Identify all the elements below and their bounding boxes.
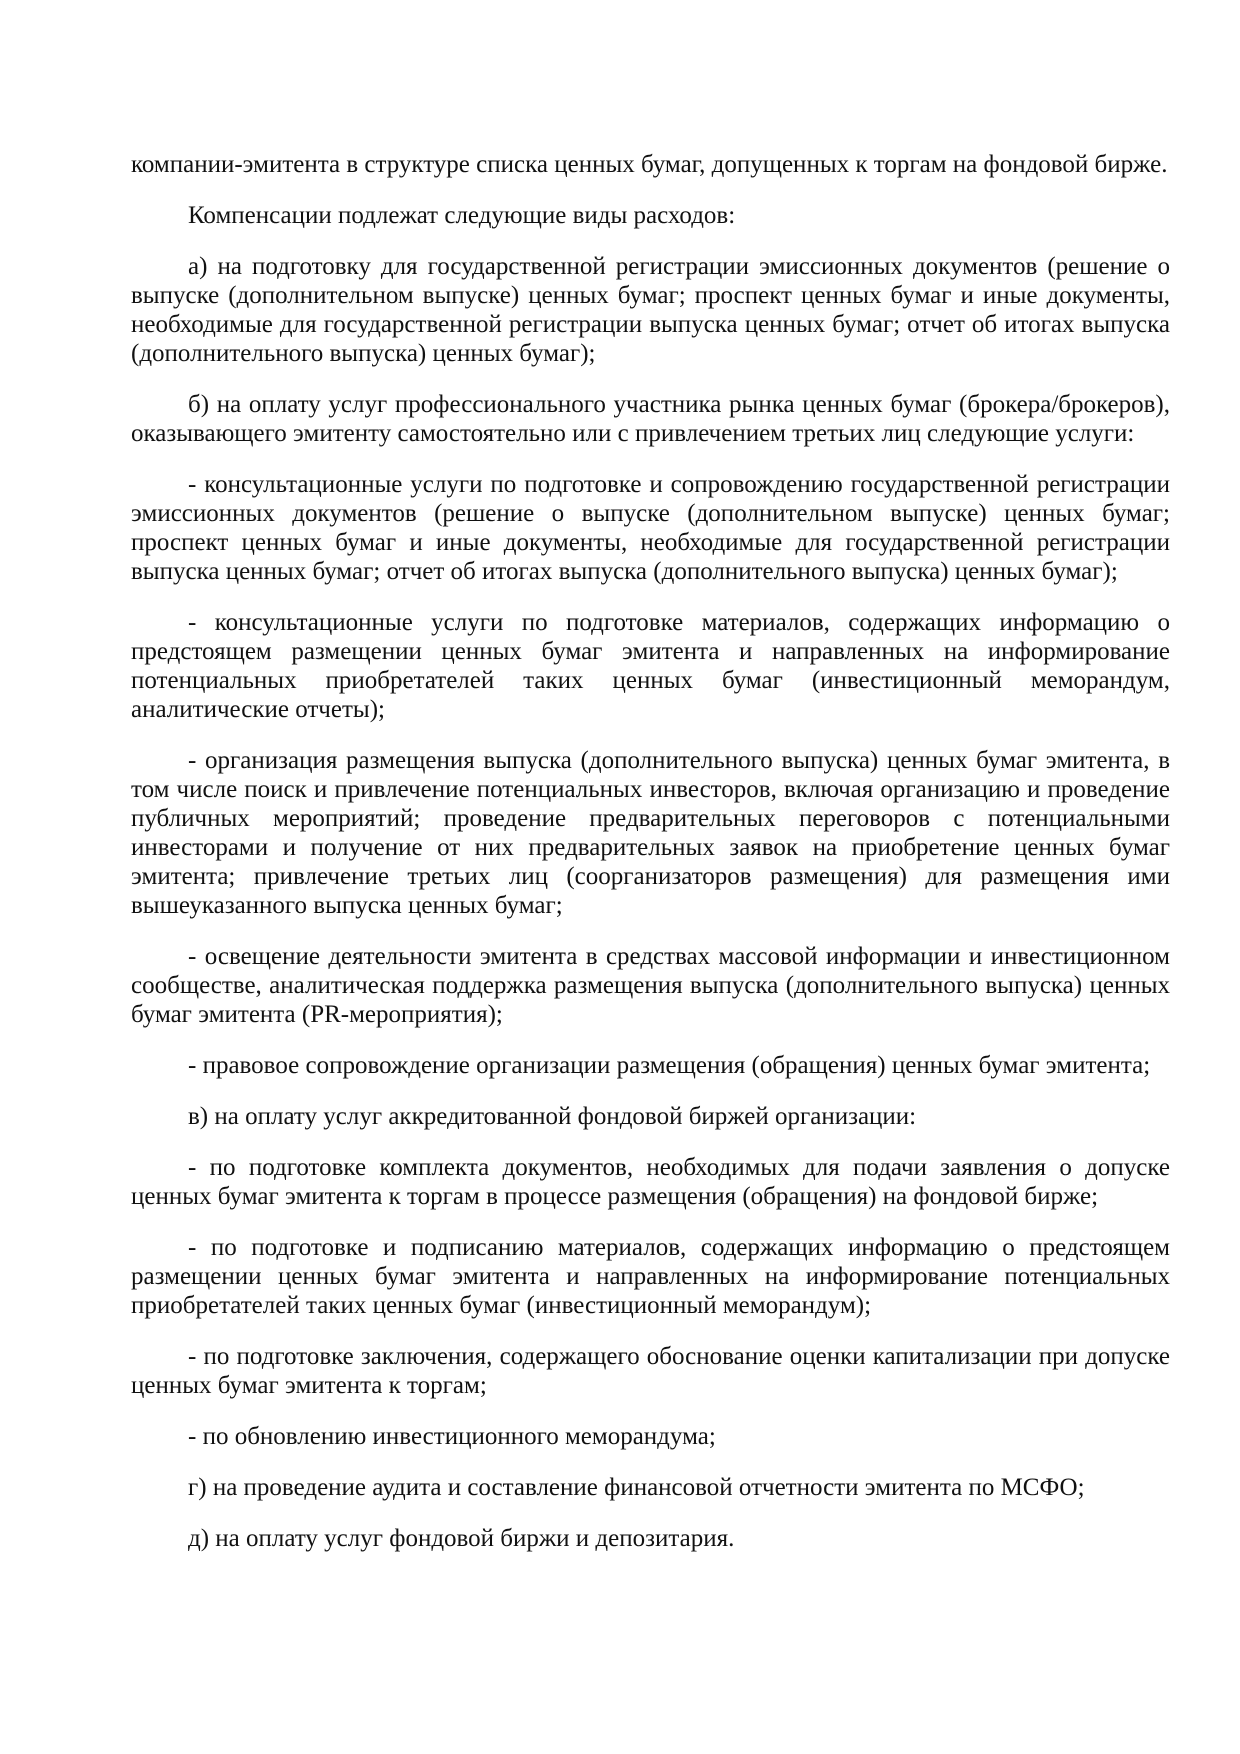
paragraph-b-sub-5: - правовое сопровождение организации размещения (обращения) ценных бумаг эмитента; <box>188 1052 1151 1079</box>
paragraph-b-sub-4: - освещение деятельности эмитента в средствах массовой информации и инвестиционном сообществе, аналитическая поддержка размещения выпуска (дополнительного выпуска) ценных бумаг эмитента (PR-мероприятия); <box>131 943 1170 1028</box>
paragraph-b-sub-3: - организация размещения выпуска (дополнительного выпуска) ценных бумаг эмитента, в том числе поиск и привлечение потенциальных инвесторов, включая организацию и проведение публичных мероприятий; проведение предварительных переговоров с потенциальными инвесторами и получение от них предварительных заявок на приобретение ценных бумаг эмитента; привлечение третьих лиц (соорганизаторов размещения) для размещения ими вышеуказанного выпуска ценных бумаг; <box>131 747 1170 919</box>
document-page <box>131 150 1170 1575</box>
paragraph-item-a: а) на подготовку для государственной регистрации эмиссионных документов (решение о выпуске (дополнительном выпуске) ценных бумаг; проспект ценных бумаг и иные документы, необходимые для государственной регистрации выпуска ценных бумаг; отчет об итогах выпуска (дополнительного выпуска) ценных бумаг); <box>131 253 1170 367</box>
paragraph-v-sub-3: - по подготовке заключения, содержащего обоснование оценки капитализации при допуске ценных бумаг эмитента к торгам; <box>131 1343 1170 1399</box>
paragraph-item-b: б) на оплату услуг профессионального участника рынка ценных бумаг (брокера/брокеров), оказывающего эмитенту самостоятельно или с привлечением третьих лиц следующие услуги: <box>131 391 1170 447</box>
paragraph-continuation: компании-эмитента в структуре списка ценных бумаг, допущенных к торгам на фондовой бирже. <box>131 151 1168 178</box>
paragraph-item-v: в) на оплату услуг аккредитованной фондовой биржей организации: <box>188 1103 917 1130</box>
paragraph-v-sub-4: - по обновлению инвестиционного меморандума; <box>188 1423 716 1450</box>
paragraph-b-sub-1: - консультационные услуги по подготовке и сопровождению государственной регистрации эмиссионных документов (решение о выпуске (дополнительном выпуске) ценных бумаг; проспект ценных бумаг и иные документы, необходимые для государственной регистрации выпуска ценных бумаг; отчет об итогах выпуска (дополнительного выпуска) ценных бумаг); <box>131 471 1170 585</box>
paragraph-v-sub-2: - по подготовке и подписанию материалов, содержащих информацию о предстоящем размещении ценных бумаг эмитента и направленных на информирование потенциальных приобретателей таких ценных бумаг (инвестиционный меморандум); <box>131 1234 1170 1319</box>
paragraph-b-sub-2: - консультационные услуги по подготовке материалов, содержащих информацию о предстоящем размещении ценных бумаг эмитента и направленных на информирование потенциальных приобретателей таких ценных бумаг (инвестиционный меморандум, аналитические отчеты); <box>131 609 1170 723</box>
paragraph-v-sub-1: - по подготовке комплекта документов, необходимых для подачи заявления о допуске ценных бумаг эмитента к торгам в процессе размещения (обращения) на фондовой бирже; <box>131 1154 1170 1210</box>
paragraph-expenses-intro: Компенсации подлежат следующие виды расходов: <box>188 202 736 229</box>
paragraph-item-g: г) на проведение аудита и составление финансовой отчетности эмитента по МСФО; <box>188 1474 1085 1501</box>
paragraph-item-d: д) на оплату услуг фондовой биржи и депозитария. <box>188 1525 735 1552</box>
